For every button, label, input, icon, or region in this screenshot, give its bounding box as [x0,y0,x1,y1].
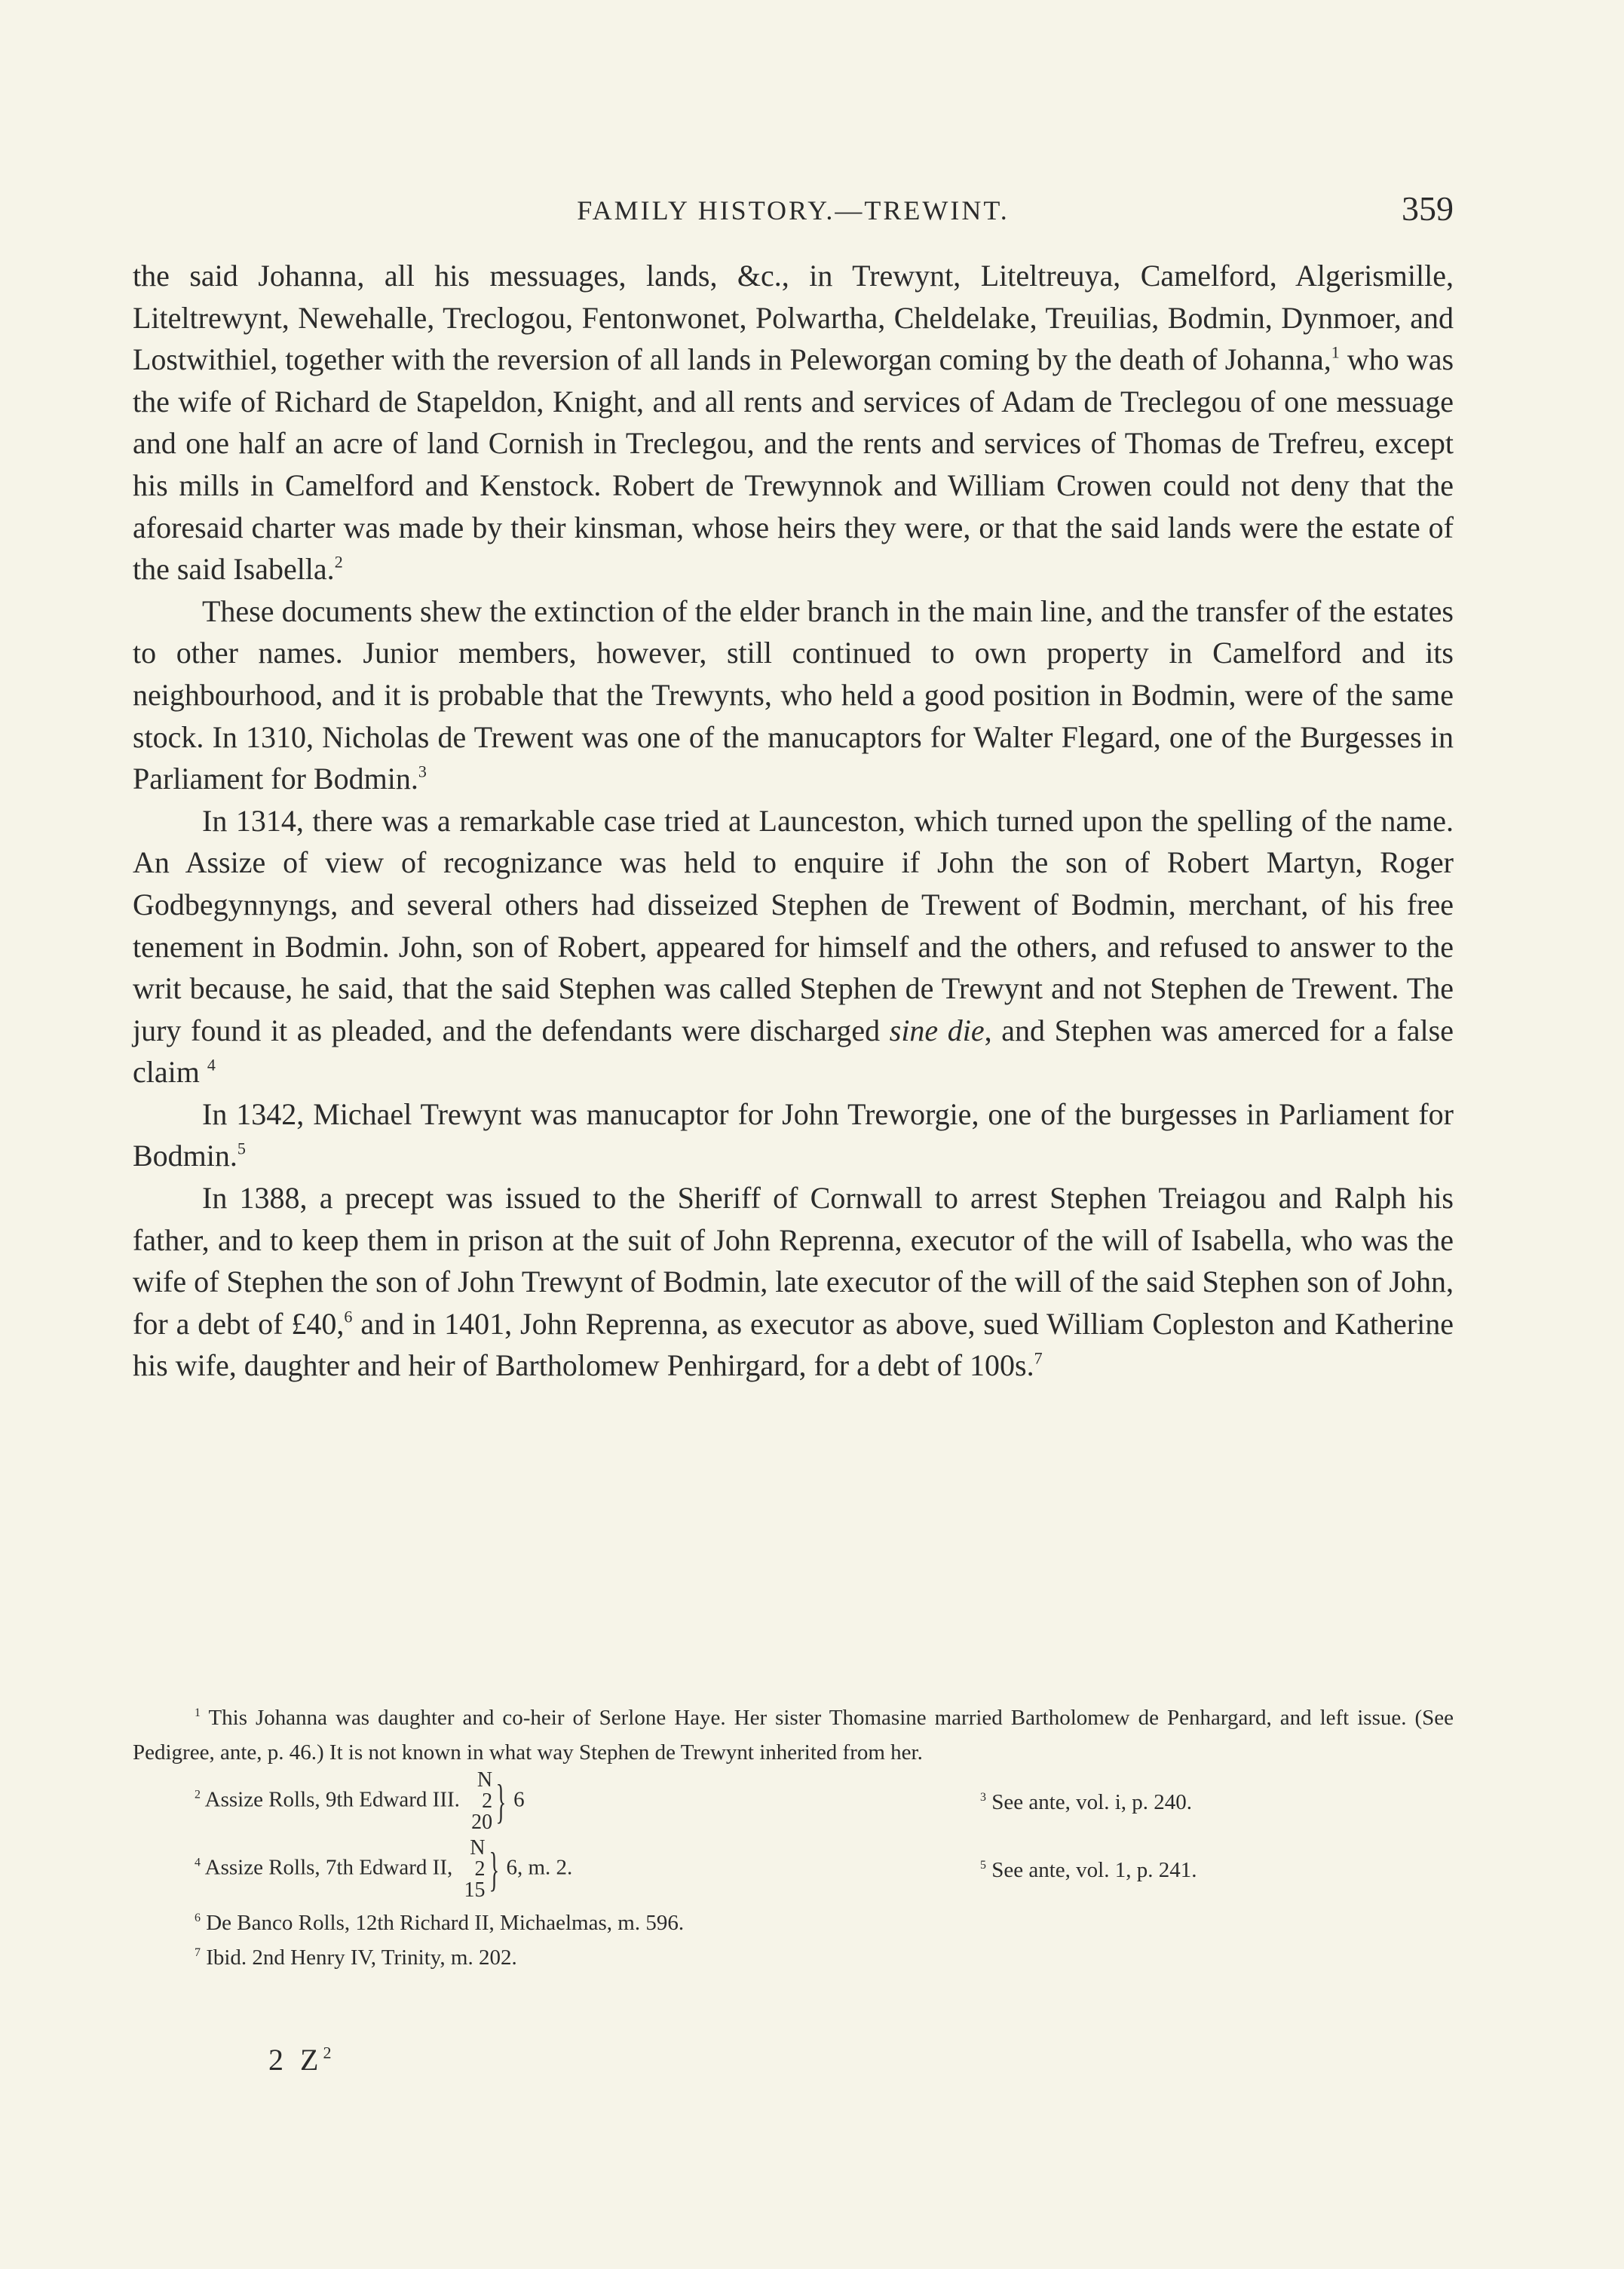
footnote-row-2-3 [133,1770,1454,1838]
printer-signature-mark [268,2042,336,2077]
paragraph-5 [133,1177,1454,1387]
paragraph-4 [133,1093,1454,1177]
footnote-ref-2: 2 [334,552,343,572]
footnote-5-text: See ante, vol. 1, p. 241. [991,1858,1197,1882]
running-header [133,189,1454,234]
signature-mark-sup: 2 [323,2043,336,2062]
footnote-4-brace-bottom: 15 [464,1878,486,1902]
footnote-6-number: 6 [195,1911,201,1924]
footnote-2-brace-numbers [471,1770,492,1833]
paragraph-3-text-a: In 1314, there was a remarkable case tried at Launceston, which turned upon the spelling of the name. An Assize of view of recognizance was held to enquire if John the son of Robert Martyn, Roger Godbegynnyngs, and several others had disseized Stephen de Trewent of Bodmin, merchant, of his free tenement in Bodmin. John, son of Robert, appeared for himself and the others, and refused to answer to the writ because, he said, that the said Stephen was called Stephen de Trewynt and not Stephen de Trewent. The jury found it as pleaded, and the defendants were discharged [133,803,1454,1047]
footnote-4-number: 4 [195,1856,201,1869]
footnote-2-brace-mid: 2 [482,1789,493,1813]
footnote-ref-3: 3 [418,762,427,781]
footnote-5 [980,1853,1197,1887]
curly-brace-icon: } [488,1842,499,1896]
footnote-row-4-5 [133,1838,1454,1906]
footnote-ref-6: 6 [344,1307,353,1326]
footnote-3-number: 3 [980,1790,986,1804]
footnote-6 [133,1906,1454,1940]
footnote-2-brace-top: N [476,1768,493,1792]
paragraph-4-text: In 1342, Michael Trewynt was manucaptor for John Treworgie, one of the burgesses in Parliament for Bodmin. [133,1096,1454,1173]
footnote-1-text: This Johanna was daughter and co-heir of Serlone Haye. Her sister Thomasine married Bartholomew de Penhargard, and left issue. (See Pedigree, ante, p. 46.) It is not known in what way Stephen de Trewynt inherited from her. [133,1706,1454,1765]
footnote-3 [980,1785,1192,1820]
footnote-5-number: 5 [980,1858,986,1872]
footnote-3-text: See ante, vol. i, p. 240. [991,1790,1193,1814]
signature-mark-text: 2 Z [268,2043,323,2077]
paragraph-1-text-b: who was the wife of Richard de Stapeldon, Knight, and all rents and services of Adam de Treclegou of one messuage and one half an acre of land Cornish in Treclegou, and the rents and services of Thomas de Trefreu, except his mills in Camelford and Kenstock. Robert de Trewynnok and William Crowen could not deny that the aforesaid charter was made by their kinsman, whose heirs they were, or that the said lands were the estate of the said Isabella. [133,342,1454,587]
paragraph-3 [133,800,1454,1093]
footnote-2-text: Assize Rolls, 9th Edward III. [204,1787,460,1812]
footnote-4-brace-mid: 2 [474,1857,486,1881]
footnote-7-text: Ibid. 2nd Henry IV, Trinity, m. 202. [206,1946,517,1970]
paragraph-5-text-b: and in 1401, John Reprenna, as executor as above, sued William Copleston and Katherine his wife, daughter and heir of Bartholomew Penhirgard, for a debt of 100s. [133,1306,1454,1383]
footnotes [133,1700,1454,1975]
footnote-ref-7: 7 [1034,1349,1043,1369]
paragraph-1 [133,255,1454,590]
footnote-2 [195,1770,525,1833]
footnote-2-number: 2 [195,1788,201,1801]
footnote-ref-1: 1 [1331,342,1340,362]
page-number: 359 [1402,189,1454,228]
paragraph-1-text-a: the said Johanna, all his messuages, lands, &c., in Trewynt, Liteltreuya, Camelford, Algerismille, Liteltrewynt, Newehalle, Treclogou, Fentonwonet, Polwartha, Cheldelake, Treuilias, Bodmin, Dynmoer, and Lostwithiel, together with the reversion of all lands in Peleworgan coming by the death of Johanna, [133,259,1454,377]
footnote-4-brace-numbers [464,1838,486,1901]
main-text [133,255,1454,1387]
footnote-4 [195,1838,572,1901]
footnote-2-brace-bottom: 20 [471,1811,493,1834]
paragraph-2-text: These documents shew the extinction of the elder branch in the main line, and the transfer of the estates to other names. Junior members, however, still continued to own property in Camelford and its neighbourhood, and it is probable that the Trewynts, who held a good position in Bodmin, were of the same stock. In 1310, Nicholas de Trewent was one of the manucaptors for Walter Flegard, one of the Burgesses in Parliament for Bodmin. [133,593,1454,796]
paragraph-5-text-a: In 1388, a precept was issued to the Sheriff of Cornwall to arrest Stephen Treiagou and Ralph his father, and to keep them in prison at the suit of John Reprenna, executor of the will of Isabella, who was the wife of Stephen the son of John Trewynt of Bodmin, late executor of the will of the said Stephen son of John, for a debt of £40, [133,1181,1454,1341]
running-title: FAMILY HISTORY.—TREWINT. [577,195,1010,225]
footnote-4-after: 6, m. 2. [506,1855,573,1880]
curly-brace-icon: } [495,1774,507,1828]
footnote-4-brace-top: N [470,1836,486,1860]
footnote-ref-4: 4 [207,1055,216,1075]
paragraph-3-italic: sine die [889,1013,985,1047]
footnote-1-number: 1 [195,1706,201,1719]
footnote-7 [133,1940,1454,1975]
footnote-4-text: Assize Rolls, 7th Edward II, [204,1855,453,1880]
footnote-ref-5: 5 [237,1139,246,1159]
footnote-7-number: 7 [195,1946,201,1959]
footnote-6-text: De Banco Rolls, 12th Richard II, Michaelmas, m. 596. [206,1911,685,1935]
footnote-1 [133,1700,1454,1770]
footnote-2-after: 6 [513,1787,525,1812]
paragraph-2 [133,590,1454,800]
paragraph-3-text-b: , and Stephen was amerced for a false claim [133,1013,1454,1090]
